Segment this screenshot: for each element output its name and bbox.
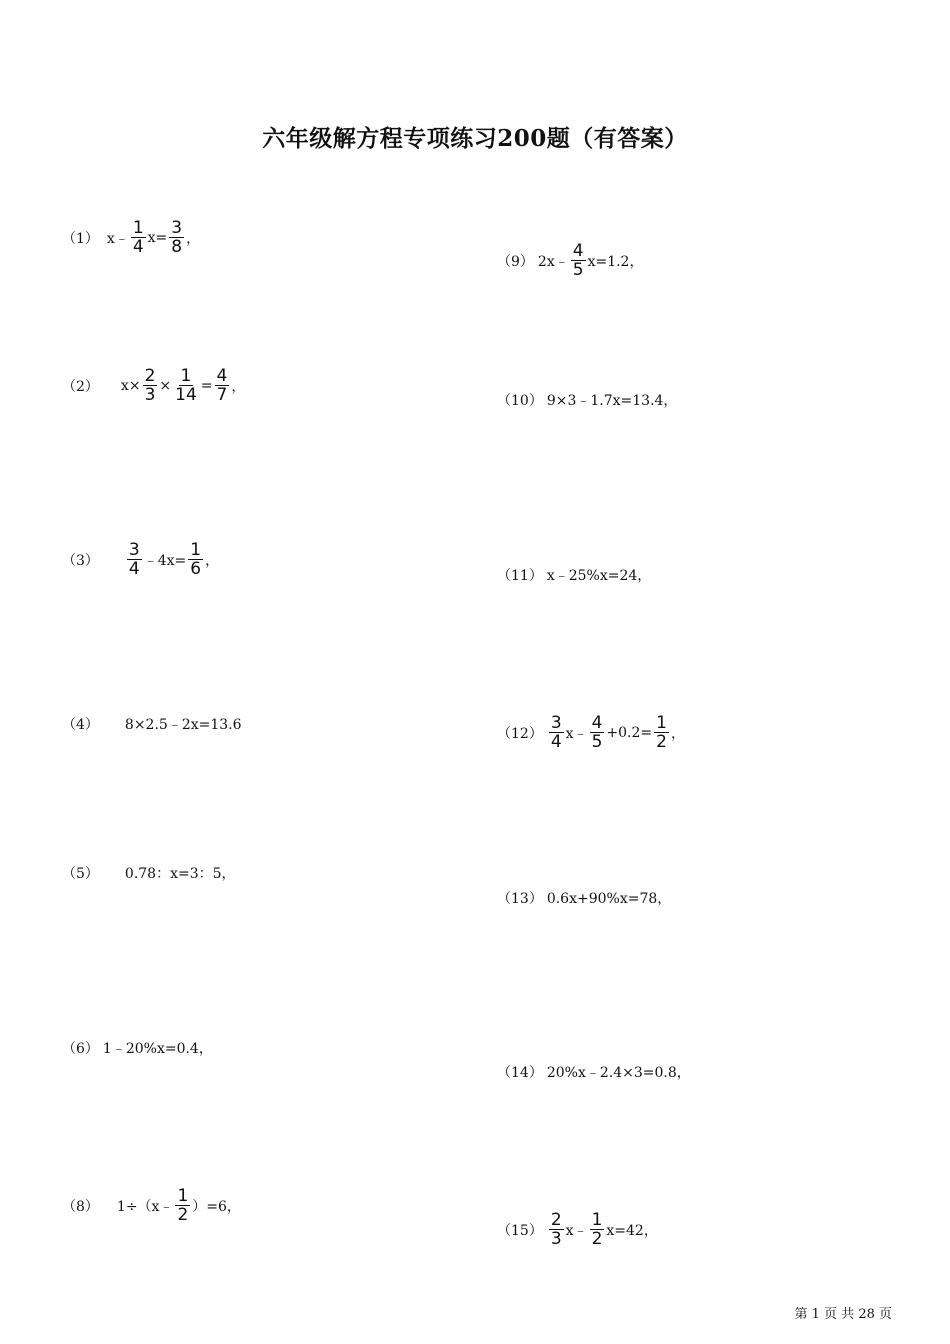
problem-number: （8） bbox=[62, 1198, 99, 1215]
equation-text: 20%x﹣2.4×3=0.8， bbox=[546, 1065, 691, 1081]
problem-13 bbox=[497, 888, 671, 908]
equation-text: 0.78：x=3：5， bbox=[124, 866, 236, 882]
page-title: 六年级解方程专项练习200题（有答案） bbox=[262, 125, 688, 152]
equation-text: 9×3﹣1.7x=13.4， bbox=[546, 393, 678, 409]
problem-9: （9） 2x﹣ $\frac{4}{5}$ x=1.2， bbox=[497, 241, 644, 280]
fraction: $\frac{1}{2}$ bbox=[656, 713, 667, 752]
problem-number: （4） bbox=[62, 717, 99, 733]
fraction: $\frac{3}{8}$ bbox=[171, 218, 183, 257]
problem-14 bbox=[497, 1062, 691, 1082]
fraction: $\frac{3}{4}$ bbox=[550, 713, 562, 752]
page-footer: 第 1 页 共 28 页 bbox=[794, 1307, 892, 1322]
problem-11 bbox=[497, 565, 651, 585]
problem-4 bbox=[62, 714, 242, 734]
fraction: $\frac{1}{2}$ bbox=[591, 1210, 603, 1249]
problem-1: （1） x﹣ $\frac{1}{4}$ x= $\frac{3}{8}$ ， bbox=[62, 218, 201, 257]
fraction: $\frac{4}{5}$ bbox=[591, 713, 603, 752]
problem-number: （3） bbox=[62, 552, 99, 569]
problem-number: （5） bbox=[62, 866, 99, 882]
problem-number: （1） bbox=[62, 230, 99, 247]
fraction: $\frac{1}{14}$ bbox=[175, 366, 197, 405]
problem-number: （12） bbox=[497, 725, 543, 742]
problem-number: （10） bbox=[497, 393, 543, 409]
problem-10 bbox=[497, 390, 677, 410]
problem-number: （9） bbox=[497, 253, 534, 270]
problem-2: （2） x× $\frac{2}{3}$ × $\frac{1}{14}$ = $\frac{4}{7}$ ， bbox=[62, 366, 246, 405]
equation-text: x﹣25%x=24， bbox=[546, 568, 652, 584]
problem-number: （15） bbox=[497, 1222, 543, 1239]
fraction: $\frac{1}{4}$ bbox=[132, 218, 144, 257]
problem-number: （2） bbox=[62, 378, 99, 395]
problem-15: （15） $\frac{2}{3}$ x﹣ $\frac{1}{2}$ x=42， bbox=[497, 1210, 658, 1249]
problem-number: （13） bbox=[497, 891, 543, 907]
problem-number: （11） bbox=[497, 568, 543, 584]
equation-text: 8×2.5﹣2x=13.6 bbox=[124, 717, 242, 733]
equation-text: 0.6x+90%x=78， bbox=[546, 891, 672, 907]
problem-number: （6） bbox=[62, 1041, 99, 1057]
fraction: $\frac{3}{4}$ bbox=[128, 540, 140, 579]
fraction: $\frac{2}{3}$ bbox=[550, 1210, 562, 1249]
fraction: $\frac{1}{2}$ bbox=[177, 1186, 189, 1225]
fraction: $\frac{1}{6}$ bbox=[190, 540, 202, 579]
problem-12: （12） $\frac{3}{4}$ x﹣ $\frac{4}{5}$ +0.2= $\frac{1}{2}$ ， bbox=[497, 713, 685, 752]
fraction: $\frac{2}{3}$ bbox=[144, 366, 156, 405]
problem-5 bbox=[62, 863, 236, 883]
problem-3: （3） $\frac{3}{4}$ ﹣4x= $\frac{1}{6}$ ， bbox=[62, 540, 220, 579]
problem-8: （8） 1÷（x﹣ $\frac{1}{2}$ ）=6， bbox=[62, 1186, 241, 1225]
fraction: $\frac{4}{7}$ bbox=[216, 366, 228, 405]
problem-number: （14） bbox=[497, 1065, 543, 1081]
problem-6 bbox=[62, 1038, 213, 1058]
fraction: $\frac{4}{5}$ bbox=[572, 241, 584, 280]
equation-text: 1﹣20%x=0.4， bbox=[102, 1041, 213, 1057]
